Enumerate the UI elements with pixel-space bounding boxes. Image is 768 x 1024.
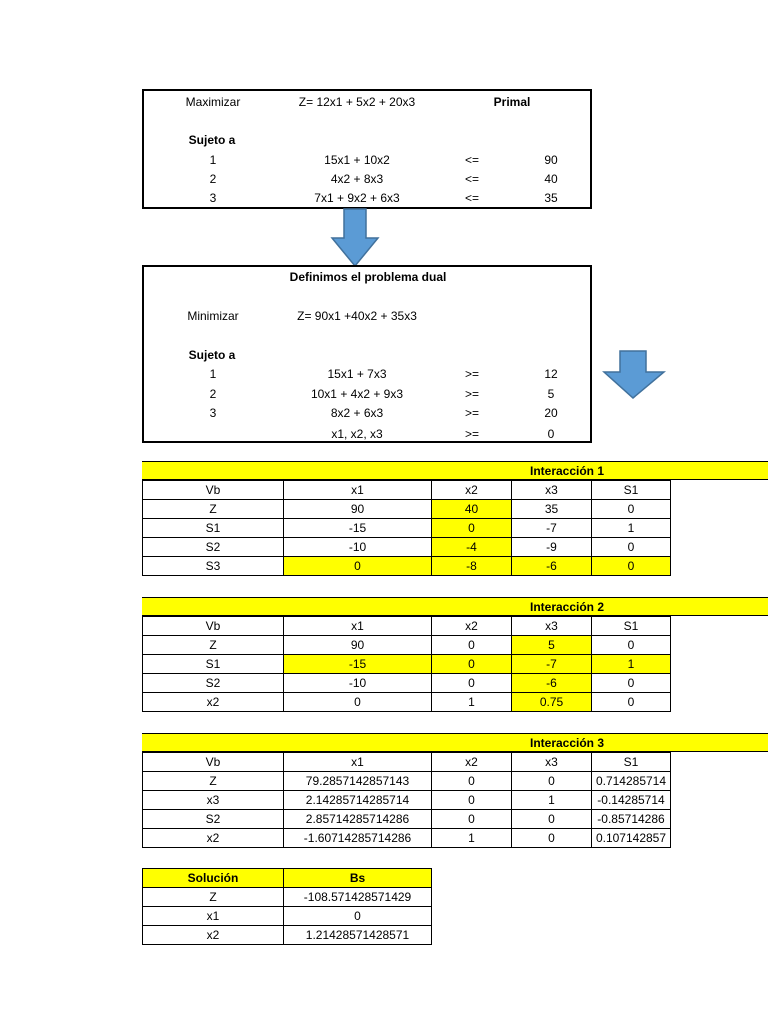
table-cell: 2.14285714285714 — [284, 791, 432, 810]
column-header: x3 — [512, 753, 592, 772]
basis-variable-cell: S1 — [143, 519, 284, 538]
pivot-column-cell: 5 — [512, 636, 592, 655]
table-cell: 0.107142857 — [592, 829, 671, 848]
column-header: Vb — [143, 617, 284, 636]
table-cell: 0.714285714 — [592, 772, 671, 791]
table-cell: -10 — [284, 538, 432, 557]
pivot-column-cell: -6 — [512, 674, 592, 693]
table-header-row — [143, 481, 671, 500]
table-row — [143, 636, 671, 655]
basis-variable-cell: Z — [143, 500, 284, 519]
dual-row-expression: 15x1 + 7x3 — [327, 367, 387, 381]
table-cell: -0.14285714 — [592, 791, 671, 810]
dual-subject-to: Sujeto a — [188, 348, 236, 362]
pivot-row-cell: 1 — [592, 655, 671, 674]
primal-row-expression: 4x2 + 8x3 — [330, 172, 384, 186]
table-row — [143, 888, 432, 907]
table-row — [143, 907, 432, 926]
pivot-element-cell: -8 — [432, 557, 512, 576]
table-cell: 1 — [432, 829, 512, 848]
table-header-row — [143, 869, 432, 888]
basis-variable-cell: x3 — [143, 791, 284, 810]
table-cell: -10 — [284, 674, 432, 693]
dual-nonnegativity-rhs: 0 — [547, 427, 555, 441]
table-row — [143, 829, 671, 848]
primal-objective: Z= 12x1 + 5x2 + 20x3 — [298, 95, 416, 109]
table-cell: 1 — [432, 693, 512, 712]
iteration-2-title-band — [142, 597, 768, 616]
pivot-row-cell: -6 — [512, 557, 592, 576]
arrow-down-icon — [330, 208, 380, 268]
table-cell: 35 — [512, 500, 592, 519]
pivot-element-cell: -7 — [512, 655, 592, 674]
dual-row-number: 2 — [209, 387, 217, 401]
table-row — [143, 557, 671, 576]
table-cell: 0 — [432, 772, 512, 791]
primal-row-number: 1 — [209, 153, 217, 167]
pivot-row-cell: 0 — [432, 655, 512, 674]
dual-heading: Definimos el problema dual — [289, 270, 447, 284]
primal-row-operator: <= — [464, 172, 480, 186]
pivot-column-cell: 0.75 — [512, 693, 592, 712]
table-cell: 2.85714285714286 — [284, 810, 432, 829]
pivot-column-cell: 40 — [432, 500, 512, 519]
table-cell: 0 — [592, 636, 671, 655]
column-header: x1 — [284, 753, 432, 772]
column-header: x2 — [432, 617, 512, 636]
table-row — [143, 674, 671, 693]
table-cell: 0 — [432, 636, 512, 655]
column-header: Vb — [143, 481, 284, 500]
table-row — [143, 693, 671, 712]
column-header: S1 — [592, 481, 671, 500]
dual-problem-box — [142, 265, 592, 443]
primal-row-rhs: 90 — [544, 153, 558, 167]
table-cell: 0 — [432, 791, 512, 810]
solution-value-cell: -108.571428571429 — [284, 888, 432, 907]
table-row — [143, 519, 671, 538]
basis-variable-cell: S1 — [143, 655, 284, 674]
primal-row-operator: <= — [464, 191, 480, 205]
column-header: x1 — [284, 481, 432, 500]
primal-row-operator: <= — [464, 153, 480, 167]
table-row — [143, 926, 432, 945]
primal-row-number: 3 — [209, 191, 217, 205]
column-header: x3 — [512, 617, 592, 636]
basis-variable-cell: S2 — [143, 538, 284, 557]
dual-nonnegativity-expression: x1, x2, x3 — [331, 427, 383, 441]
table-row — [143, 772, 671, 791]
iteration-1-title: Interacción 1 — [529, 464, 605, 478]
table-cell: 0 — [592, 674, 671, 693]
dual-row-operator: >= — [464, 367, 480, 381]
primal-row-rhs: 35 — [544, 191, 558, 205]
table-cell: 1 — [592, 519, 671, 538]
primal-row-expression: 7x1 + 9x2 + 6x3 — [314, 191, 400, 205]
table-cell: 0 — [284, 693, 432, 712]
table-cell: 0 — [592, 538, 671, 557]
dual-nonnegativity-operator: >= — [464, 427, 480, 441]
table-row — [143, 500, 671, 519]
table-row — [143, 655, 671, 674]
column-header: S1 — [592, 753, 671, 772]
column-header: x2 — [432, 753, 512, 772]
dual-row-rhs: 20 — [544, 406, 558, 420]
column-header: Vb — [143, 753, 284, 772]
solution-variable-cell: Z — [143, 888, 284, 907]
table-row — [143, 810, 671, 829]
table-cell: 0 — [512, 810, 592, 829]
solution-value-cell: 1.21428571428571 — [284, 926, 432, 945]
dual-row-rhs: 5 — [547, 387, 555, 401]
table-cell: 1 — [512, 791, 592, 810]
primal-subject-to: Sujeto a — [188, 133, 236, 147]
primal-problem-box — [142, 89, 592, 209]
dual-objective-label: Minimizar — [187, 309, 239, 323]
table-cell: 90 — [284, 636, 432, 655]
dual-row-number: 1 — [209, 367, 217, 381]
dual-row-expression: 10x1 + 4x2 + 9x3 — [310, 387, 404, 401]
table-cell: -0.85714286 — [592, 810, 671, 829]
dual-row-operator: >= — [464, 387, 480, 401]
dual-row-rhs: 12 — [544, 367, 558, 381]
primal-row-number: 2 — [209, 172, 217, 186]
dual-objective: Z= 90x1 +40x2 + 35x3 — [297, 309, 417, 323]
iteration-3-table — [142, 752, 671, 848]
iteration-1-title-band — [142, 461, 768, 480]
iteration-2-title: Interacción 2 — [529, 600, 605, 614]
basis-variable-cell: x2 — [143, 829, 284, 848]
table-cell: -1.60714285714286 — [284, 829, 432, 848]
table-header-row — [143, 617, 671, 636]
iteration-3-title: Interacción 3 — [529, 736, 605, 750]
table-cell: 0 — [592, 693, 671, 712]
solution-variable-cell: x1 — [143, 907, 284, 926]
dual-row-operator: >= — [464, 406, 480, 420]
iteration-1-table — [142, 480, 671, 576]
basis-variable-cell: x2 — [143, 693, 284, 712]
arrow-down-icon — [602, 350, 666, 400]
basis-variable-cell: S2 — [143, 810, 284, 829]
primal-objective-label: Maximizar — [185, 95, 241, 109]
solution-table — [142, 868, 432, 945]
dual-row-expression: 8x2 + 6x3 — [330, 406, 384, 420]
pivot-row-cell: 0 — [592, 557, 671, 576]
iteration-2-table — [142, 616, 671, 712]
primal-row-expression: 15x1 + 10x2 — [324, 153, 390, 167]
solution-header: Solución — [143, 869, 284, 888]
basis-variable-cell: S3 — [143, 557, 284, 576]
table-header-row — [143, 753, 671, 772]
table-cell: 79.2857142857143 — [284, 772, 432, 791]
table-row — [143, 538, 671, 557]
table-cell: 0 — [592, 500, 671, 519]
table-cell: 0 — [512, 829, 592, 848]
column-header: x3 — [512, 481, 592, 500]
table-cell: 0 — [432, 674, 512, 693]
basis-variable-cell: Z — [143, 772, 284, 791]
column-header: x1 — [284, 617, 432, 636]
pivot-column-cell: -4 — [432, 538, 512, 557]
table-cell: 0 — [432, 810, 512, 829]
column-header: S1 — [592, 617, 671, 636]
column-header: x2 — [432, 481, 512, 500]
table-cell: -15 — [284, 519, 432, 538]
solution-variable-cell: x2 — [143, 926, 284, 945]
dual-row-number: 3 — [209, 406, 217, 420]
basis-variable-cell: S2 — [143, 674, 284, 693]
table-cell: -7 — [512, 519, 592, 538]
table-cell: 0 — [512, 772, 592, 791]
primal-tag: Primal — [493, 95, 531, 109]
pivot-column-cell: 0 — [432, 519, 512, 538]
pivot-row-cell: -15 — [284, 655, 432, 674]
pivot-row-cell: 0 — [284, 557, 432, 576]
table-cell: -9 — [512, 538, 592, 557]
iteration-3-title-band — [142, 733, 768, 752]
table-cell: 90 — [284, 500, 432, 519]
table-row — [143, 791, 671, 810]
basic-solution-header: Bs — [284, 869, 432, 888]
basis-variable-cell: Z — [143, 636, 284, 655]
solution-value-cell: 0 — [284, 907, 432, 926]
primal-row-rhs: 40 — [544, 172, 558, 186]
